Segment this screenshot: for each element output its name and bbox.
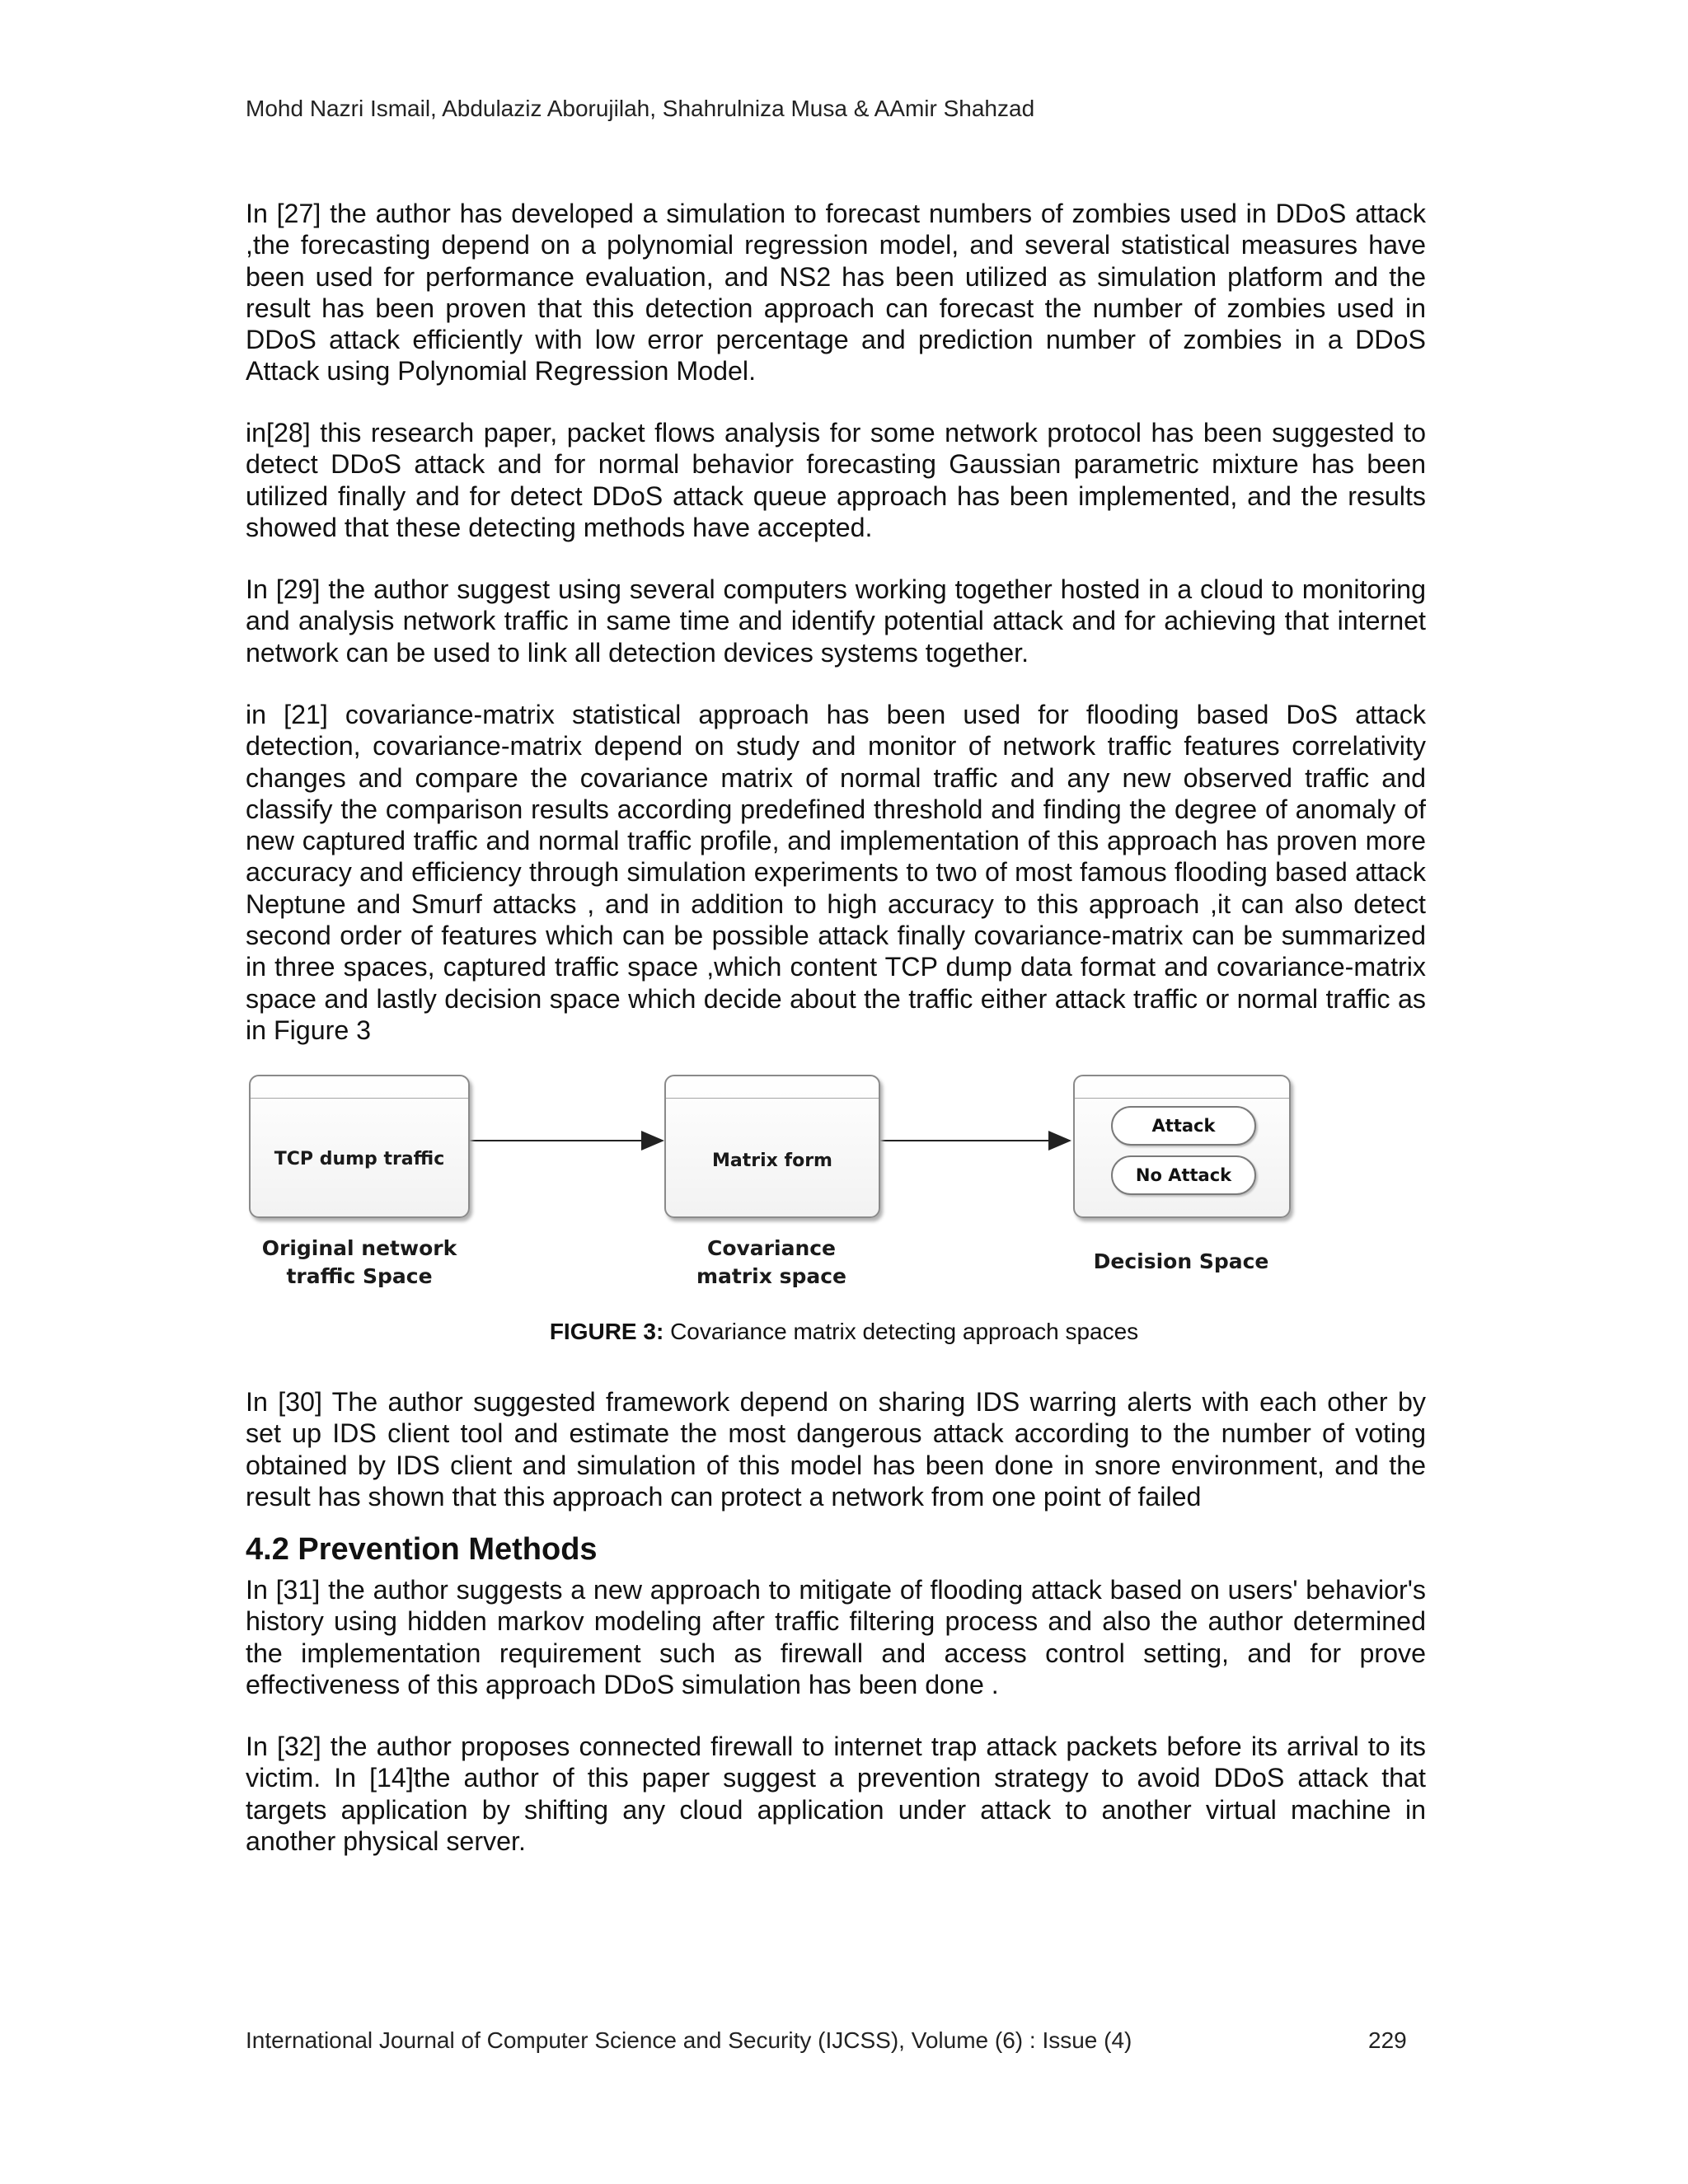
space-2-label (658, 1235, 885, 1291)
paragraph-ref-29: In [29] the author suggest using several computers working together hosted in a cloud to monitoring and analysis network traffic in same time and identify potential attack and for achieving that internet network can be used to link all detection devices systems together. (246, 574, 1426, 668)
space-2-line-1: Covariance (706, 1236, 837, 1260)
tcp-dump-label: TCP dump traffic (274, 1149, 445, 1169)
paragraph-ref-31: In [31] the author suggests a new approach to mitigate of flooding attack based on users' behavior's history using hidden markov modeling after traffic filtering process and also the author determined the implementation requirement such as firewall and access control setting, and for prove effectiveness of this approach DDoS simulation has been done . (246, 1575, 1426, 1699)
paragraph-ref-28: in[28] this research paper, packet flows analysis for some network protocol has been suggested to detect DDoS attack and for normal behavior forecasting Gaussian parametric mixture has been utilized finally and for detect DDoS attack queue approach has been implemented, and the results showed that these detecting methods have accepted. (246, 418, 1426, 542)
no-attack-pill: No Attack (1111, 1155, 1256, 1195)
matrix-form-box (664, 1075, 880, 1218)
space-1-label (246, 1235, 473, 1291)
matrix-form-label: Matrix form (712, 1151, 832, 1171)
attack-pill: Attack (1111, 1106, 1256, 1146)
figure-caption-label: FIGURE 3: (549, 1319, 664, 1344)
space-1-line-1: Original network (261, 1236, 457, 1260)
space-2-line-2: matrix space (696, 1264, 847, 1288)
paragraph-ref-30: In [30] The author suggested framework depend on sharing IDS warring alerts with each other by set up IDS client tool and estimate the most dangerous attack according to the number of voting obtained by IDS client and simulation of this model has been done in snore environment, and the result has shown that this approach can protect a network from one point of failed (246, 1387, 1426, 1511)
paragraph-ref-32: In [32] the author proposes connected firewall to internet trap attack packets before its arrival to its victim. In [14]the author of this paper suggest a prevention strategy to avoid DDoS attack that targets application by shifting any cloud application under attack to another virtual machine in another physical server. (246, 1732, 1426, 1856)
decision-box (1073, 1075, 1291, 1218)
section-heading: 4.2 Prevention Methods (246, 1532, 598, 1567)
space-3-label: Decision Space (1093, 1249, 1269, 1273)
page-number: 229 (1368, 2027, 1407, 2053)
paragraph-ref-21: in [21] covariance-matrix statistical approach has been used for flooding based DoS attack detection, covariance-matrix depend on study and monitor of network traffic features correlativity changes and compare the covariance matrix of normal traffic and any new observed traffic and classify the comparison results according predefined threshold and finding the degree of anomaly of new captured traffic and normal traffic profile, and implementation of this approach has proven more accuracy and efficiency through simulation experiments to two of most famous flooding based attack Neptune and Smurf attacks , and in addition to high accuracy to this approach ,it can also detect second order of features which can be possible attack finally covariance-matrix can be summarized in three spaces, captured traffic space ,which content TCP dump data format and covariance-matrix space and lastly decision space which decide about the traffic either attack traffic or normal traffic as in Figure 3 (246, 700, 1426, 1045)
figure-3-diagram (246, 1068, 1284, 1299)
tcp-dump-box (249, 1075, 470, 1218)
paragraph-ref-27: In [27] the author has developed a simulation to forecast numbers of zombies used in DDoS attack ,the forecasting depend on a polynomial regression model, and several statistical measures have been used for performance evaluation, and NS2 has been utilized as simulation platform and the result has been proven that this detection approach can forecast the number of zombies used in DDoS attack efficiently with low error percentage and prediction number of zombies in a DDoS Attack using Polynomial Regression Model. (246, 199, 1426, 387)
running-header: Mohd Nazri Ismail, Abdulaziz Aborujilah, Shahrulniza Musa & AAmir Shahzad (246, 96, 1035, 121)
space-1-line-2: traffic Space (286, 1264, 433, 1288)
figure-caption-text: Covariance matrix detecting approach spaces (670, 1319, 1139, 1344)
figure-caption (0, 1319, 1688, 1345)
footer-journal: International Journal of Computer Science and Security (IJCSS), Volume (6) : Issue (4) (246, 2027, 1132, 2053)
